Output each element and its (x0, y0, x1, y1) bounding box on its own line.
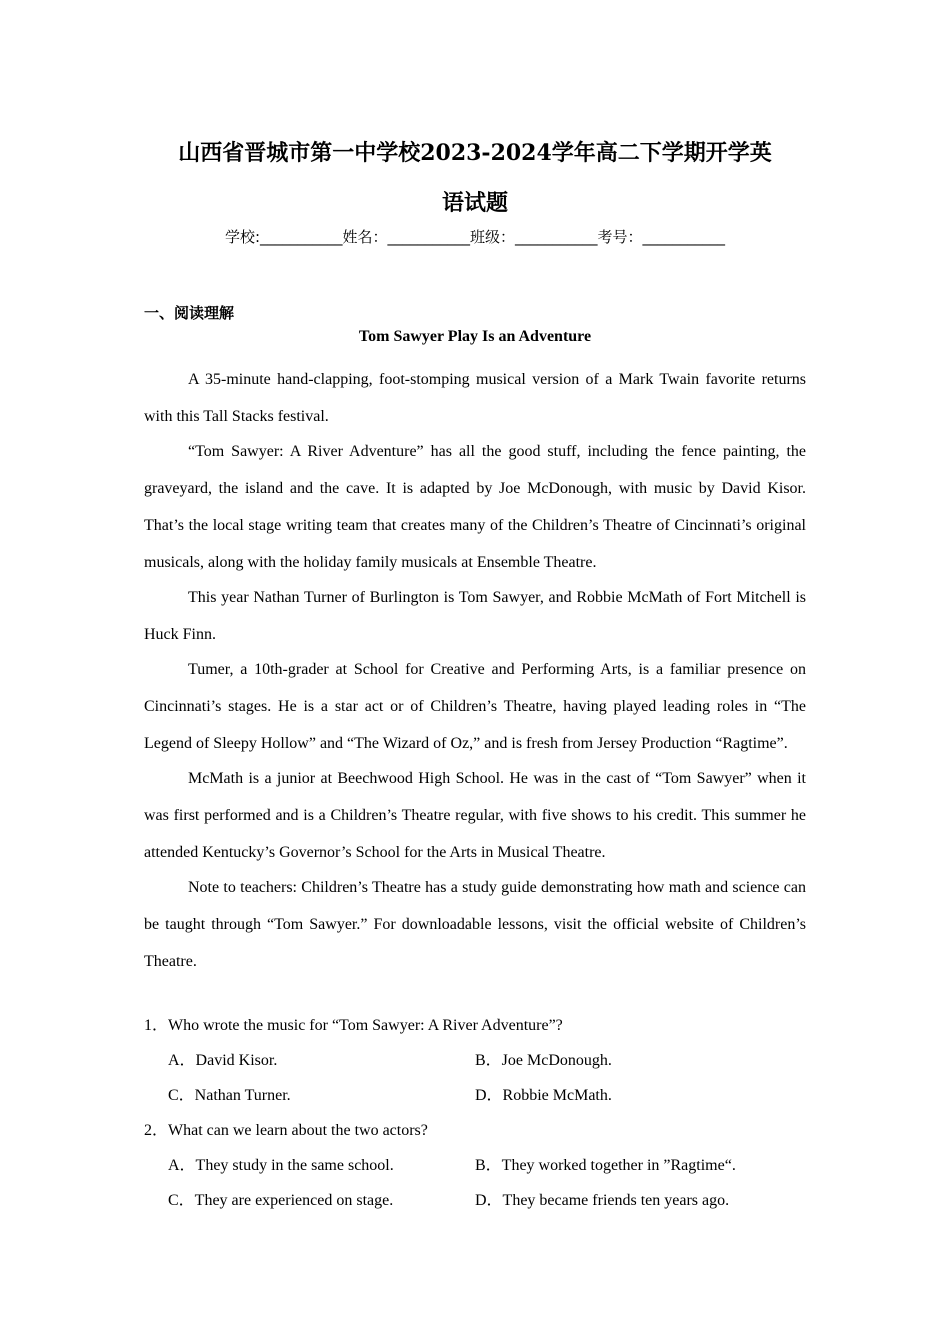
question-1-option-c: C．Nathan Turner. (168, 1087, 291, 1104)
student-info-line: 学校:___________姓名：___________班级：___________考号：___________ (224, 228, 726, 246)
section-heading: 一、阅读理解 (144, 304, 235, 322)
reading-passage (144, 326, 806, 980)
question-2-option-a: A．They study in the same school. (168, 1157, 394, 1174)
question-1-option-a: A．David Kisor. (168, 1052, 278, 1069)
exam-title-line-2: 语试题 (441, 190, 508, 216)
question-2-options-row-2 (144, 1189, 806, 1224)
passage-title: Tom Sawyer Play Is an Adventure (358, 328, 592, 345)
passage-paragraph-3: This year Nathan Turner of Burlington is Tom Sawyer, and Robbie McMath of Fort Mitchell is Huck Finn. (144, 589, 806, 643)
question-2-stem: 2．What can we learn about the two actors? (144, 1122, 428, 1139)
exam-title-line-1: 山西省晋城市第一中学校2023-2024学年高二下学期开学英 (178, 140, 772, 166)
question-1-option-b: B．Joe McDonough. (475, 1052, 612, 1069)
question-1-option-d: D．Robbie McMath. (475, 1087, 612, 1104)
question-2-option-b: B．They worked together in ”Ragtime“. (475, 1157, 736, 1174)
question-2-option-c: C．They are experienced on stage. (168, 1192, 394, 1209)
question-1-options-row-2 (144, 1084, 806, 1119)
question-2-options-row-1 (144, 1154, 806, 1189)
passage-paragraph-4: Tumer, a 10th-grader at School for Creative and Performing Arts, is a familiar presence on Cincinnati’s stages. He is a star act or of Children’s Theatre, having played leading roles in “The Legend of Sleepy Hollow” and “The Wizard of Oz,” and is fresh from Jersey Production “Ragtime”. (144, 661, 806, 752)
passage-paragraph-5: McMath is a junior at Beechwood High School. He was in the cast of “Tom Sawyer” when it was first performed and is a Children’s Theatre regular, with five shows to his credit. This summer he attended Kentucky’s Governor’s School for the Arts in Musical Theatre. (144, 770, 806, 861)
question-1-options-row-1 (144, 1049, 806, 1084)
passage-paragraph-1: A 35-minute hand-clapping, foot-stomping musical version of a Mark Twain favorite returns with this Tall Stacks festival. (144, 371, 806, 425)
question-1-stem: 1．Who wrote the music for “Tom Sawyer: A River Adventure”? (144, 1017, 563, 1034)
passage-paragraph-2: “Tom Sawyer: A River Adventure” has all the good stuff, including the fence painting, the graveyard, the island and the cave. It is adapted by Joe McDonough, with music by David Kisor. That’s the local stage writing team that creates many of the Children’s Theatre of Cincinnati’s original musicals, along with the holiday family musicals at Ensemble Theatre. (144, 443, 806, 571)
question-list (144, 1014, 806, 1224)
question-2-option-d: D．They became friends ten years ago. (475, 1192, 730, 1209)
passage-paragraph-6: Note to teachers: Children’s Theatre has a study guide demonstrating how math and science can be taught through “Tom Sawyer.” For downloadable lessons, visit the official website of Children’s Theatre. (144, 879, 806, 970)
